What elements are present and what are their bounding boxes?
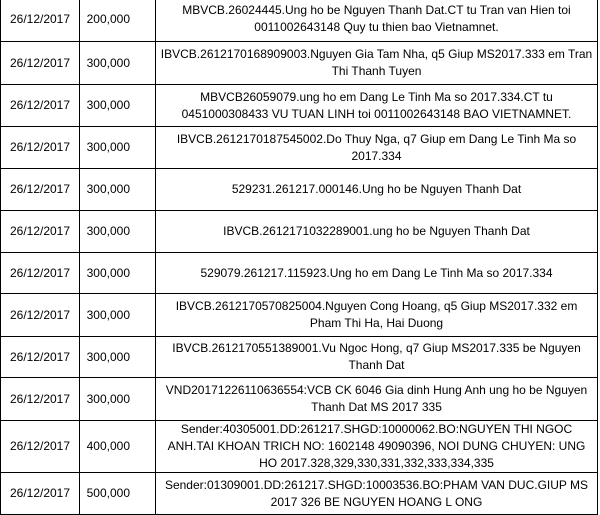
table-row (1, 473, 598, 515)
table-row (1, 0, 598, 42)
table-row (1, 378, 598, 421)
table-row (1, 127, 598, 169)
description-cell: IBVCB.2612170570825004.Nguyen Cong Hoang, q5 Giup MS2017.332 em Pham Thi Ha, Hai Duong (156, 294, 598, 337)
description-cell: MBVCB26059079.ung ho em Dang Le Tinh Ma so 2017.334.CT tu 0451000308433 VU TUAN LINH toi 0011002643148 BAO VIETNAMNET. (156, 85, 598, 127)
ledger-body (1, 0, 598, 515)
amount-cell: 300,000 (80, 169, 156, 211)
description-cell: 529231.261217.000146.Ung ho be Nguyen Thanh Dat (156, 169, 598, 211)
description-cell: IBVCB.2612170168909003.Nguyen Gia Tam Nha, q5 Giup MS2017.333 em Tran Thi Thanh Tuyen (156, 42, 598, 85)
description-cell: 529079.261217.115923.Ung ho em Dang Le Tinh Ma so 2017.334 (156, 253, 598, 294)
amount-cell: 300,000 (80, 42, 156, 85)
date-cell: 26/12/2017 (1, 211, 80, 253)
amount-cell: 500,000 (80, 473, 156, 515)
table-row (1, 294, 598, 337)
amount-cell: 300,000 (80, 294, 156, 337)
amount-cell: 200,000 (80, 0, 156, 42)
date-cell: 26/12/2017 (1, 378, 80, 421)
date-cell: 26/12/2017 (1, 85, 80, 127)
amount-cell: 300,000 (80, 127, 156, 169)
description-cell: IBVCB.2612170187545002.Do Thuy Nga, q7 Giup em Dang Le Tinh Ma so 2017.334 (156, 127, 598, 169)
date-cell: 26/12/2017 (1, 0, 80, 42)
table-row (1, 253, 598, 294)
date-cell: 26/12/2017 (1, 127, 80, 169)
date-cell: 26/12/2017 (1, 253, 80, 294)
amount-cell: 300,000 (80, 253, 156, 294)
table-row (1, 85, 598, 127)
date-cell: 26/12/2017 (1, 294, 80, 337)
amount-cell: 300,000 (80, 211, 156, 253)
description-cell: Sender:40305001.DD:261217.SHGD:10000062.BO:NGUYEN THI NGOC ANH.TAI KHOAN TRICH NO: 1602148 49090396, NOI DUNG CHUYEN: UNG HO 2017.328,329,330,331,332,333,334,335 (156, 421, 598, 473)
description-cell: MBVCB.26024445.Ung ho be Nguyen Thanh Dat.CT tu Tran van Hien toi 0011002643148 Quy tu thien bao Vietnamnet. (156, 0, 598, 42)
table-row (1, 169, 598, 211)
date-cell: 26/12/2017 (1, 42, 80, 85)
amount-cell: 300,000 (80, 85, 156, 127)
table-row (1, 211, 598, 253)
description-cell: IBVCB.2612170551389001.Vu Ngoc Hong, q7 Giup MS2017.335 be Nguyen Thanh Dat (156, 337, 598, 378)
description-cell: IBVCB.2612171032289001.ung ho be Nguyen Thanh Dat (156, 211, 598, 253)
date-cell: 26/12/2017 (1, 169, 80, 211)
amount-cell: 300,000 (80, 337, 156, 378)
table-row (1, 42, 598, 85)
table-row (1, 337, 598, 378)
amount-cell: 300,000 (80, 378, 156, 421)
date-cell: 26/12/2017 (1, 421, 80, 473)
date-cell: 26/12/2017 (1, 473, 80, 515)
amount-cell: 400,000 (80, 421, 156, 473)
description-cell: VND20171226110636554:VCB CK 6046 Gia dinh Hung Anh ung ho be Nguyen Thanh Dat MS 2017 335 (156, 378, 598, 421)
table-row (1, 421, 598, 473)
date-cell: 26/12/2017 (1, 337, 80, 378)
description-cell: Sender:01309001.DD:261217.SHGD:10003536.BO:PHAM VAN DUC.GIUP MS 2017 326 BE NGUYEN HOANG L ONG (156, 473, 598, 515)
